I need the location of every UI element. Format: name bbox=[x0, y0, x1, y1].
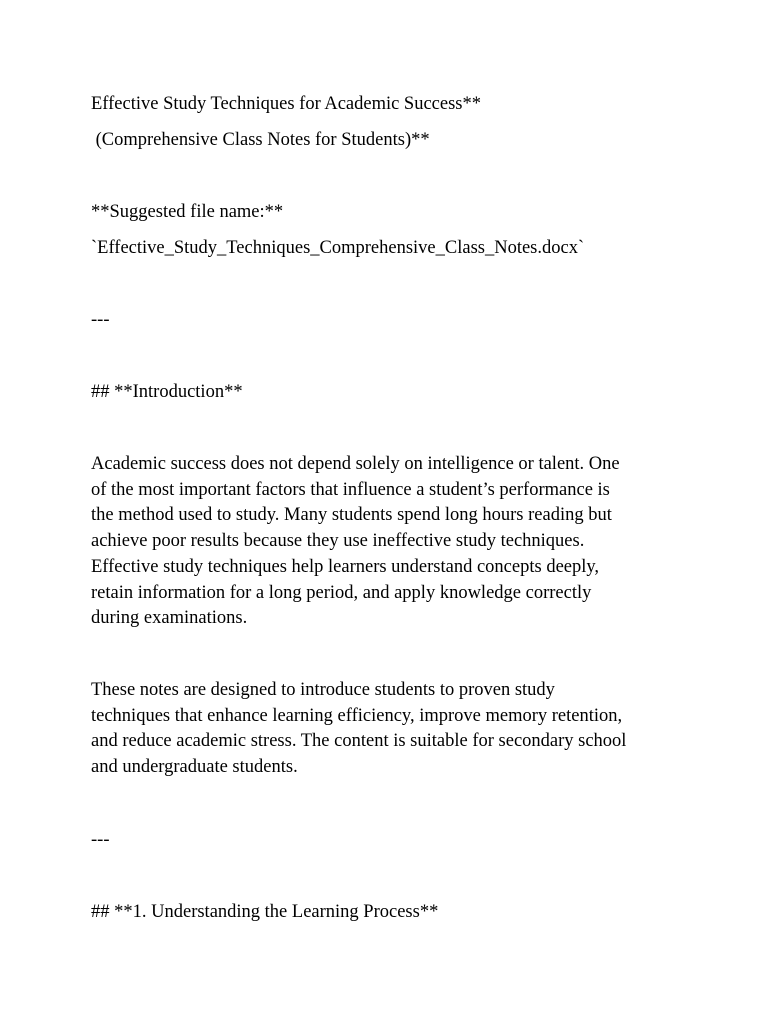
document-title: Effective Study Techniques for Academic Success** bbox=[91, 94, 482, 114]
divider-line: --- bbox=[91, 310, 110, 330]
filename-label: **Suggested file name:** bbox=[91, 202, 284, 222]
filename-value: `Effective_Study_Techniques_Comprehensive_Class_Notes.docx` bbox=[91, 238, 585, 258]
paragraph-line: Academic success does not depend solely on intelligence or talent. One bbox=[91, 454, 620, 474]
paragraph-line: and undergraduate students. bbox=[91, 757, 298, 778]
paragraph-line: Effective study techniques help learners understand concepts deeply, bbox=[91, 556, 600, 577]
paragraph-line: during examinations. bbox=[91, 608, 248, 629]
paragraph-line: achieve poor results because they use ineffective study techniques. bbox=[91, 531, 585, 552]
paragraph-line: and reduce academic stress. The content is suitable for secondary school bbox=[91, 731, 627, 752]
document-subtitle: (Comprehensive Class Notes for Students)** bbox=[91, 130, 430, 150]
paragraph-line: the method used to study. Many students spend long hours reading but bbox=[91, 505, 612, 526]
introduction-paragraph bbox=[91, 452, 691, 632]
introduction-heading: ## **Introduction** bbox=[91, 382, 243, 402]
paragraph-line: of the most important factors that influence a student’s performance is bbox=[91, 479, 610, 500]
paragraph-line: techniques that enhance learning efficiency, improve memory retention, bbox=[91, 705, 623, 726]
section-1-heading: ## **1. Understanding the Learning Process** bbox=[91, 902, 439, 922]
paragraph-line: retain information for a long period, and apply knowledge correctly bbox=[91, 582, 592, 603]
divider-line: --- bbox=[91, 830, 110, 850]
notes-purpose-paragraph bbox=[91, 678, 691, 781]
paragraph-line: These notes are designed to introduce students to proven study bbox=[91, 680, 555, 700]
